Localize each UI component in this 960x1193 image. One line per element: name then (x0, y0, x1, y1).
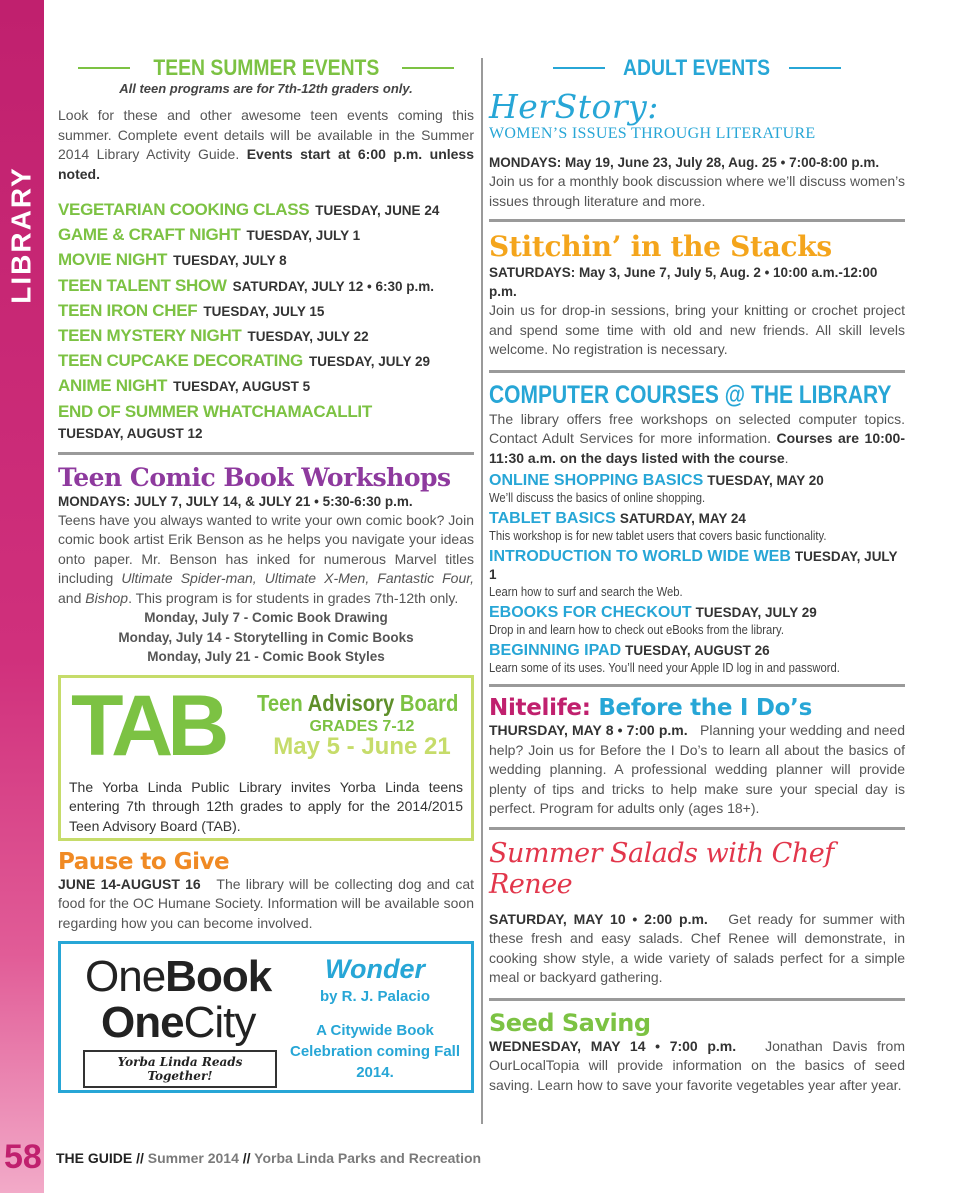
computer-courses-title: COMPUTER COURSES @ THE LIBRARY (489, 380, 892, 409)
list-item: TEEN IRON CHEF TUESDAY, JULY 15 (58, 300, 325, 320)
nitelife-title: Nitelife: Before the I Do’s (489, 695, 812, 721)
teen-advisory-board-box (58, 675, 474, 841)
list-item: Monday, July 21 - Comic Book Styles (147, 649, 385, 665)
last-event-date: TUESDAY, AUGUST 12 (58, 425, 203, 441)
herstory-title: HerStory: (489, 87, 659, 126)
list-item: BEGINNING IPAD TUESDAY, AUGUST 26 Learn some of its uses. You’ll need your Apple ID log in and password. (489, 642, 840, 675)
tab-title: Teen Advisory Board (257, 689, 459, 716)
teen-events-heading (58, 55, 474, 81)
list-item: Monday, July 14 - Storytelling in Comic Books (118, 629, 414, 645)
list-item: Monday, July 7 - Comic Book Drawing (144, 610, 388, 626)
list-item: GAME & CRAFT NIGHT TUESDAY, JULY 1 (58, 225, 361, 245)
divider (58, 452, 474, 455)
sidebar-band (0, 0, 44, 1193)
nitelife-description: THURSDAY, MAY 8 • 7:00 p.m. Planning your wedding and need help? Join us for Before the I Do’s to learn all about the basics of wedding planning. A professional wedding planner will provide plenty of tips and tricks to help make sure your special day is perfect. Program for adults only (ages 18+). (489, 722, 905, 816)
course-list (489, 472, 905, 676)
comic-workshops-title: Teen Comic Book Workshops (58, 462, 451, 492)
summer-salads-title: Summer Salads with Chef Renee (489, 837, 834, 900)
teen-intro: Look for these and other awesome teen events coming this summer. Complete event details will be available in the Summer 2014 Library Activity Guide. Events start at 6:00 p.m. unless noted. (58, 107, 475, 182)
list-item: TEEN MYSTERY NIGHT TUESDAY, JULY 22 (58, 326, 369, 346)
herstory-subtitle: WOMEN’S ISSUES THROUGH LITERATURE (489, 125, 816, 142)
divider (489, 219, 905, 222)
one-book-logo: OneBook (85, 952, 272, 1002)
teen-subnote: All teen programs are for 7th-12th graders only. (119, 81, 413, 96)
divider (489, 370, 905, 373)
tab-description: The Yorba Linda Public Library invites Yorba Linda teens entering 7th through 12th grades to apply for the 2014/2015 Teen Advisory Board (TAB). (69, 778, 463, 834)
left-column (58, 55, 474, 1093)
teen-events-title: TEEN SUMMER EVENTS (153, 55, 379, 80)
divider (489, 998, 905, 1001)
list-item: TABLET BASICS SATURDAY, MAY 24 This workshop is for new tablet users that covers basic functionality. (489, 510, 827, 543)
tab-grades: GRADES 7-12 (309, 717, 415, 735)
citywide-note: A Citywide Book Celebration coming Fall 2014. (289, 1022, 461, 1082)
right-column (489, 55, 905, 1095)
herstory-description: Join us for a monthly book discussion where we’ll discuss women’s issues through literature and more. (489, 173, 905, 209)
list-item: ANIME NIGHT TUESDAY, AUGUST 5 (58, 376, 311, 396)
page-footer (0, 1138, 480, 1178)
sidebar-label (6, 150, 38, 320)
list-item: VEGETARIAN COOKING CLASS TUESDAY, JUNE 24 (58, 200, 440, 219)
book-author: by R. J. Palacio (319, 988, 431, 1006)
teen-event-list (58, 198, 474, 444)
comic-description: Teens have you always wanted to write your own comic book? Join comic book artist Erik Benson as he helps you navigate your ideas onto paper. Mr. Benson has inked for numerous Marvel titles including Ultimate Spider-man, Ultimate X-Men, Fantastic Four, and Bishop. This program is for students in grades 7th-12th only. (58, 511, 475, 606)
one-city-logo: OneCity (101, 998, 256, 1048)
list-item: EBOOKS FOR CHECKOUT TUESDAY, JULY 29 Drop in and learn how to check out eBooks from the library. (489, 604, 817, 637)
page-number: 58 (4, 1138, 42, 1176)
herstory-section (489, 89, 905, 143)
column-divider (481, 58, 483, 1124)
adult-events-title: ADULT EVENTS (623, 55, 771, 80)
pause-description: JUNE 14-AUGUST 16 The library will be collecting dog and cat food for the OC Humane Society. Information will be available soon regarding how you can become involved. (58, 875, 474, 931)
seed-description: WEDNESDAY, MAY 14 • 7:00 p.m. Jonathan Davis from OurLocalTopia will provide information on the basics of seed saving. Learn how to save your favorite vegetables year after year. (489, 1037, 905, 1093)
footer-credit: THE GUIDE // Summer 2014 // Yorba Linda Parks and Recreation (56, 1150, 482, 1166)
stitchin-description: Join us for drop-in sessions, bring your knitting or crochet project and spend some time with old and new friends. All skill levels welcome. No registration is necessary. (489, 302, 905, 357)
list-item: MOVIE NIGHT TUESDAY, JULY 8 (58, 250, 287, 270)
stitchin-title: Stitchin’ in the Stacks (489, 230, 832, 263)
stitchin-dates: SATURDAYS: May 3, June 7, July 5, Aug. 2 • 10:00 a.m.-12:00 p.m. (489, 265, 878, 299)
pause-to-give-title: Pause to Give (58, 848, 230, 875)
comic-dates: MONDAYS: JULY 7, JULY 14, & JULY 21 • 5:30-6:30 p.m. (58, 493, 413, 509)
divider (489, 684, 905, 687)
tab-dates: May 5 - June 21 (273, 732, 451, 760)
salads-description: SATURDAY, MAY 10 • 2:00 p.m. Get ready for summer with these fresh and easy salads. Chef Renee will demonstrate, in cooking show style, a wide variety of salads perfect for a simple meal or backyard gathering. (489, 910, 905, 985)
comic-sessions (58, 608, 474, 667)
divider (489, 827, 905, 830)
computer-intro: The library offers free workshops on selected computer topics. Contact Adult Services for more information. Courses are 10:00-11:30 a.m. on the days listed with the course. (489, 410, 905, 466)
list-item: INTRODUCTION TO WORLD WIDE WEB TUESDAY, JULY 1 Learn how to surf and search the Web. (489, 548, 898, 599)
logo-tagline: Yorba Linda Reads Together! (83, 1050, 277, 1088)
one-book-one-city-box (58, 941, 474, 1093)
list-item: TEEN TALENT SHOW SATURDAY, JULY 12 • 6:30 p.m. (58, 275, 434, 295)
herstory-dates: MONDAYS: May 19, June 23, July 28, Aug. 25 • 7:00-8:00 p.m. (489, 155, 880, 170)
section-label: LIBRARY (6, 166, 37, 304)
list-item: ONLINE SHOPPING BASICS TUESDAY, MAY 20 We’ll discuss the basics of online shopping. (489, 472, 824, 505)
list-item: END OF SUMMER WHATCHAMACALLIT (58, 401, 372, 421)
adult-events-heading (489, 55, 905, 81)
seed-saving-title: Seed Saving (489, 1008, 651, 1037)
book-title: Wonder (325, 954, 425, 985)
list-item: TEEN CUPCAKE DECORATING TUESDAY, JULY 29 (58, 351, 431, 371)
tab-logo: TAB (71, 677, 224, 774)
